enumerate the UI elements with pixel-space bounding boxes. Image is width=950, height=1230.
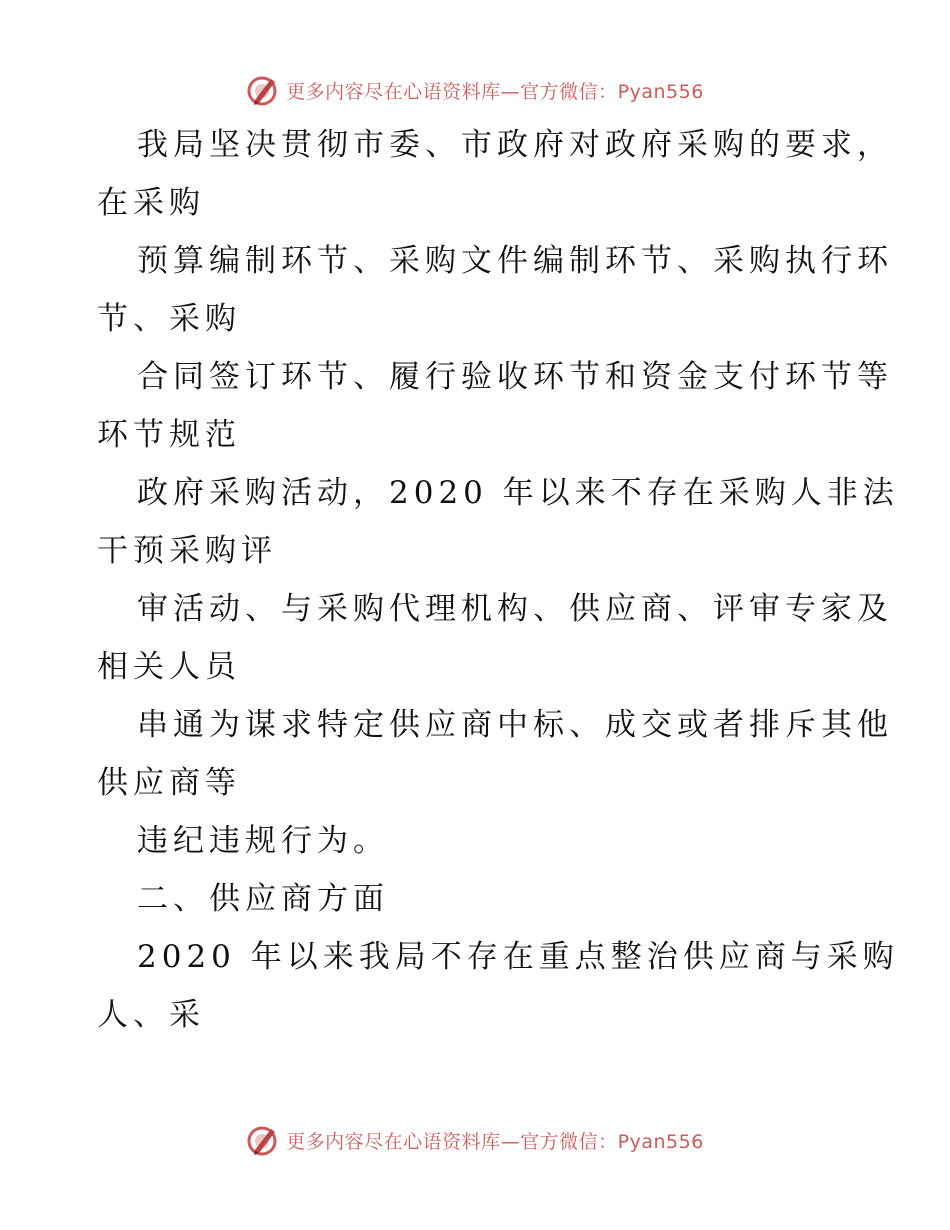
text-line: 干预采购评 (97, 533, 277, 569)
footer-watermark (0, 1120, 950, 1160)
header-watermark (0, 70, 950, 110)
text-line: 预算编制环节、采购文件编制环节、采购执行环 (137, 243, 893, 279)
text-line: 节、采购 (97, 301, 241, 337)
text-line: 我局坚决贯彻市委、市政府对政府采购的要求， (137, 127, 893, 163)
text-line: 环节规范 (97, 417, 241, 453)
text-line: 供应商等 (97, 765, 241, 801)
text-line: 在采购 (97, 185, 205, 221)
text-line: 相关人员 (97, 649, 241, 685)
watermark-text: 更多内容尽在心语资料库—官方微信：Pyan556 (286, 1130, 704, 1153)
red-pen-seal-icon (246, 73, 280, 107)
text-line: 串通为谋求特定供应商中标、成交或者排斥其他 (137, 707, 893, 743)
text-line: 人、采 (97, 997, 205, 1033)
text-line: 审活动、与采购代理机构、供应商、评审专家及 (137, 591, 893, 627)
text-line: 政府采购活动，2020 年以来不存在采购人非法 (137, 475, 899, 511)
document-body (97, 116, 899, 1044)
section-heading: 二、供应商方面 (137, 881, 389, 917)
text-line: 合同签订环节、履行验收环节和资金支付环节等 (137, 359, 893, 395)
text-line: 违纪违规行为。 (137, 823, 389, 859)
watermark-text: 更多内容尽在心语资料库—官方微信：Pyan556 (286, 80, 704, 103)
text-line: 2020 年以来我局不存在重点整治供应商与采购 (137, 939, 899, 975)
red-pen-seal-icon (246, 1123, 280, 1157)
